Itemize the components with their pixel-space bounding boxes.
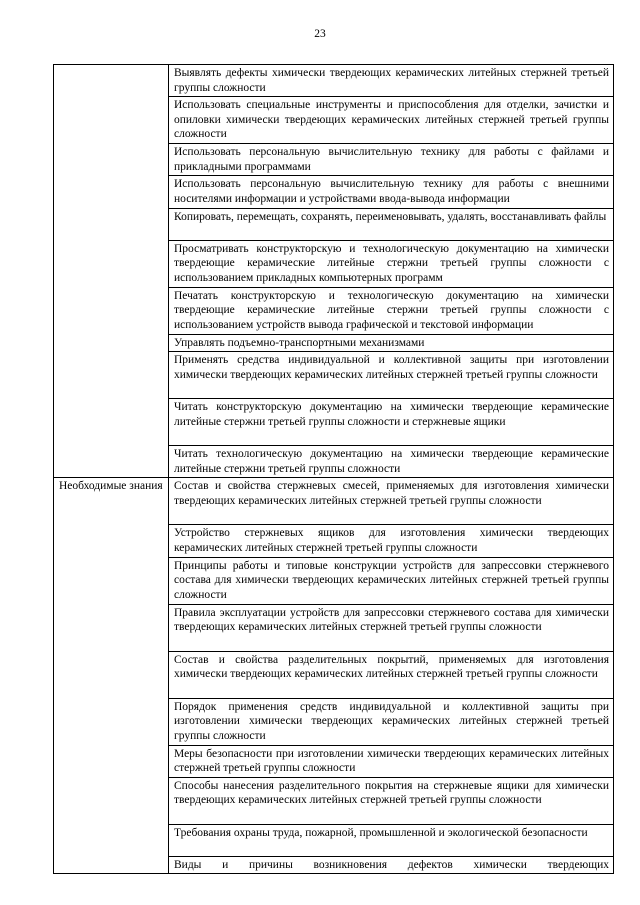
page-number: 23 xyxy=(314,28,326,40)
item-cell xyxy=(169,144,614,176)
table-row xyxy=(54,478,614,525)
item-cell xyxy=(169,478,614,525)
item-text: Требования охраны труда, пожарной, промышленной и экологической безопасности xyxy=(174,826,588,839)
item-cell xyxy=(169,65,614,97)
item-cell xyxy=(169,446,614,478)
requirements-table xyxy=(53,64,614,874)
item-text: Устройство стержневых ящиков для изготовления химически твердеющих керамических литейных стержней третьей группы сложности xyxy=(174,527,609,554)
item-cell xyxy=(169,287,614,334)
item-text: Виды и причины возникновения дефектов химически твердеющих xyxy=(174,858,609,871)
section-label xyxy=(54,65,169,478)
item-text: Печатать конструкторскую и технологическую документацию на химически твердеющие керамические литейные стержни третьей группы сложности с использованием устройств вывода графической и текстовой информации xyxy=(174,289,609,331)
item-text: Состав и свойства разделительных покрытий, применяемых для изготовления химически твердеющих керамических литейных стержней третьей группы сложности xyxy=(174,653,609,681)
table-row xyxy=(54,65,614,97)
section-label: Необходимые знания xyxy=(54,478,169,874)
item-text: Выявлять дефекты химически твердеющих керамических литейных стержней третьей группы сложности xyxy=(174,67,609,94)
item-cell xyxy=(169,745,614,777)
item-text: Копировать, перемещать, сохранять, переименовывать, удалять, восстанавливать файлы xyxy=(174,210,607,223)
item-cell xyxy=(169,777,614,824)
item-cell xyxy=(169,399,614,446)
item-text: Состав и свойства стержневых смесей, применяемых для изготовления химически твердеющих керамических литейных стержней третьей группы сложности xyxy=(174,480,609,507)
item-cell xyxy=(169,525,614,557)
item-text: Читать конструкторскую документацию на химически твердеющие керамические литейные стержни третьей группы сложности и стержневые ящики xyxy=(174,401,609,428)
item-cell xyxy=(169,334,614,352)
item-text: Использовать персональную вычислительную технику для работы с файлами и прикладными программами xyxy=(174,146,609,173)
item-cell xyxy=(169,651,614,698)
item-text: Просматривать конструкторскую и технологическую документацию на химически твердеющие керамические литейные стержни третьей группы сложности с использованием прикладных компьютерных программ xyxy=(174,242,609,284)
item-text: Порядок применения средств индивидуальной и коллективной защиты при изготовлении химически твердеющих керамических литейных стержней третьей группы сложности xyxy=(174,700,609,742)
item-text: Способы нанесения разделительного покрытия на стержневые ящики для химически твердеющих керамических литейных стержней третьей группы сложности xyxy=(174,779,609,807)
item-cell xyxy=(169,604,614,651)
item-cell xyxy=(169,698,614,745)
item-text: Использовать персональную вычислительную технику для работы с внешними носителями информации и устройствами ввода-вывода информации xyxy=(174,178,609,205)
item-text: Читать технологическую документацию на химически твердеющие керамические литейные стержни третьей группы сложности xyxy=(174,448,609,475)
item-text: Правила эксплуатации устройств для запрессовки стержневого состава для химически твердеющих керамических литейных стержней третьей группы сложности xyxy=(174,606,609,634)
item-cell xyxy=(169,856,614,874)
item-cell xyxy=(169,208,614,240)
item-text: Использовать специальные инструменты и приспособления для отделки, зачистки и опиловки химически твердеющих керамических литейных стержней третьей группы сложности xyxy=(174,99,609,141)
item-cell xyxy=(169,824,614,856)
item-cell xyxy=(169,176,614,208)
item-cell xyxy=(169,240,614,287)
item-cell xyxy=(169,97,614,144)
item-text: Управлять подъемно-транспортными механизмами xyxy=(174,336,425,349)
item-cell xyxy=(169,557,614,604)
item-cell xyxy=(169,352,614,399)
item-text: Принципы работы и типовые конструкции устройств для запрессовки стержневого состава для химически твердеющих керамических литейных стержней третьей группы сложности xyxy=(174,559,609,601)
item-text: Меры безопасности при изготовлении химически твердеющих керамических литейных стержней третьей группы сложности xyxy=(174,747,609,775)
item-text: Применять средства индивидуальной и коллективной защиты при изготовлении химически твердеющих керамических литейных стержней третьей группы сложности xyxy=(174,354,609,381)
